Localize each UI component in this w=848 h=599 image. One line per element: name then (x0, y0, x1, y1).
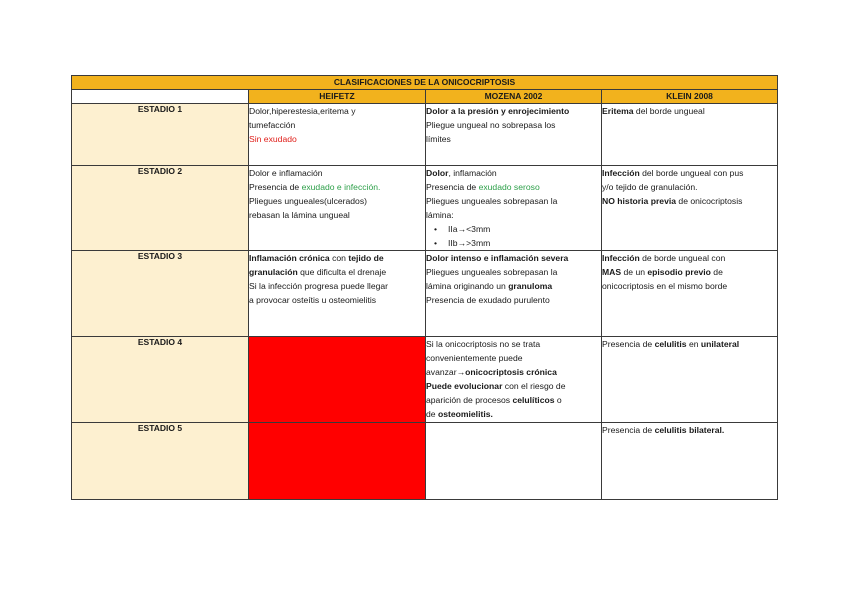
e3-mozena (426, 251, 602, 337)
text-line: Si la infección progresa puede llegar (249, 281, 389, 291)
text-bold: unilateral (700, 339, 740, 349)
text-bold: Dolor (426, 168, 449, 178)
text-span: lámina originando un (426, 281, 509, 291)
text-line: Dolor e inflamación (249, 168, 323, 178)
text-span: aparición de procesos (426, 395, 513, 405)
text-bold: celulitis bilateral. (654, 425, 725, 435)
e2-heifetz (249, 166, 426, 251)
text-line: Pliegues ungueales(ulcerados) (249, 196, 368, 206)
stage-label: ESTADIO 4 (72, 337, 249, 423)
text-span: con el riesgo de (502, 381, 566, 391)
e3-klein (602, 251, 778, 337)
text-span: o (554, 395, 562, 405)
text-line: Dolor intenso e inflamación severa (426, 253, 569, 263)
text-bold: osteomielitis. (437, 409, 493, 419)
text-span: Presencia de (602, 339, 655, 349)
text-line: lámina: (426, 210, 454, 220)
text-span: de (426, 409, 438, 419)
e2-mozena (426, 166, 602, 251)
text-span: de (710, 267, 723, 277)
e2-klein (602, 166, 778, 251)
text-bold: Puede evolucionar (426, 381, 503, 391)
text-line: Sin exudado (249, 134, 297, 144)
text-line: y/o tejido de granulación. (602, 182, 698, 192)
stage-label: ESTADIO 5 (72, 423, 249, 500)
text-line: tumefacción (249, 120, 296, 130)
text-bold: celulitis (654, 339, 687, 349)
table-row (72, 423, 778, 500)
text-line: Si la onicocriptosis no se trata (426, 339, 541, 349)
header-mozena: MOZENA 2002 (426, 90, 602, 104)
text-line: límites (426, 134, 451, 144)
stage-label: ESTADIO 3 (72, 251, 249, 337)
text-span: con (329, 253, 349, 263)
text-bold: Infección (602, 168, 640, 178)
text-line: Dolor,hiperestesia,eritema y (249, 106, 356, 116)
text-bold: episodio previo (647, 267, 711, 277)
e4-heifetz-empty (249, 337, 426, 423)
header-heifetz: HEIFETZ (249, 90, 426, 104)
list-item: • IIb→>3mm (448, 236, 601, 250)
text-span: de onicocriptosis (676, 196, 743, 206)
table-row (72, 251, 778, 337)
e1-mozena (426, 104, 602, 166)
list-item: • IIa→<3mm (448, 222, 601, 236)
text-bold: granulación (249, 267, 298, 277)
header-klein: KLEIN 2008 (602, 90, 778, 104)
e4-mozena (426, 337, 602, 423)
text-span: , inflamación (448, 168, 497, 178)
text-bold: Inflamación crónica (249, 253, 330, 263)
table-row (72, 104, 778, 166)
table-title: CLASIFICACIONES DE LA ONICOCRIPTOSIS (72, 76, 778, 90)
text-bold: onicocriptosis crónica (465, 367, 557, 377)
text-line: Dolor a la presión y enrojecimiento (426, 106, 570, 116)
classification-table (71, 75, 778, 500)
text-line: onicocriptosis en el mismo borde (602, 281, 728, 291)
text-line: Presencia de exudado purulento (426, 295, 550, 305)
e5-klein (602, 423, 778, 500)
stage-label: ESTADIO 1 (72, 104, 249, 166)
text-bold: celulíticos (512, 395, 555, 405)
e5-heifetz-empty (249, 423, 426, 500)
text-span: del borde ungueal con pus (639, 168, 744, 178)
e4-klein (602, 337, 778, 423)
text-span: de un (621, 267, 648, 277)
text-span: Presencia de (602, 425, 655, 435)
text-span: del borde ungueal (633, 106, 705, 116)
table-row (72, 337, 778, 423)
e3-heifetz (249, 251, 426, 337)
text-span: Presencia de (426, 182, 479, 192)
text-bold: Infección (602, 253, 640, 263)
text-span: avanzar→ (426, 367, 466, 377)
header-blank (72, 90, 249, 104)
table-row (72, 166, 778, 251)
e5-mozena-empty (426, 423, 602, 500)
text-line: rebasan la lámina ungueal (249, 210, 350, 220)
text-bold: Eritema (602, 106, 634, 116)
text-span: en (686, 339, 701, 349)
stage-label: ESTADIO 2 (72, 166, 249, 251)
text-span: de borde ungueal con (639, 253, 726, 263)
text-line: Pliegues ungueales sobrepasan la (426, 267, 558, 277)
text-span: que dificulta el drenaje (297, 267, 387, 277)
text-line: convenientemente puede (426, 353, 523, 363)
text-span: Presencia de (249, 182, 302, 192)
bullet-list (426, 222, 601, 250)
text-line: Pliegues ungueales sobrepasan la (426, 196, 558, 206)
text-bold: NO historia previa (602, 196, 677, 206)
text-bold: tejido de (348, 253, 384, 263)
text-green: exudado seroso (478, 182, 540, 192)
text-green: exudado e infección. (301, 182, 381, 192)
text-line: a provocar osteítis u osteomielitis (249, 295, 377, 305)
e1-klein (602, 104, 778, 166)
text-bold: granuloma (508, 281, 553, 291)
text-line: Pliegue ungueal no sobrepasa los (426, 120, 556, 130)
e1-heifetz (249, 104, 426, 166)
text-bold: MAS (602, 267, 622, 277)
